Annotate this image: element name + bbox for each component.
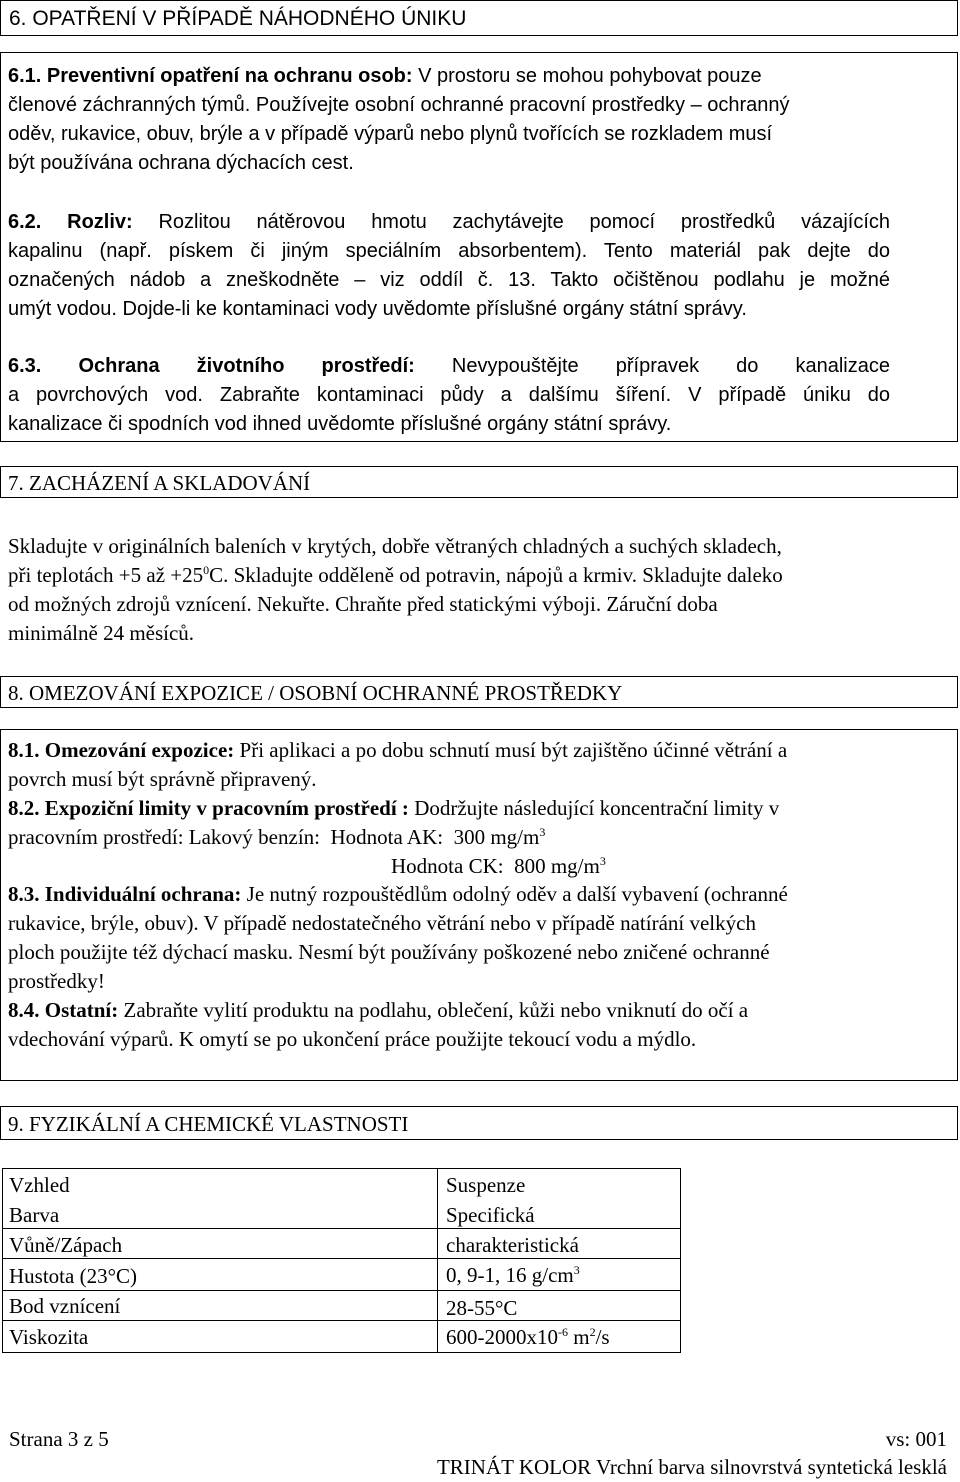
section-7-line-4: minimálně 24 měsíců. [8, 621, 195, 645]
para-6-2-line-3: označených nádob a zneškodněte – viz oddíl č. 13. Takto očištěnou podlahu je možné [8, 269, 890, 291]
para-8-2-title: 8.2. Expoziční limity v pracovním prostředí : [8, 796, 409, 820]
para-8-4-line-2: vdechování výparů. K omytí se po ukončení práce použijte tekoucí vodu a mýdlo. [8, 1027, 697, 1051]
para-8-3-line-2: rukavice, brýle, obuv). V případě nedostatečného větrání nebo v případě natírání velkých [8, 911, 756, 935]
para-6-3-line-2: a povrchových vod. Zabraňte kontaminaci půdy a dalšímu šíření. V případě úniku do [8, 384, 890, 406]
ck-value: 800 mg/m [514, 854, 600, 878]
section-7-line-2: při teplotách +5 až $+25^0C$. Skladujte odděleně od potravin, nápojů a krmiv. Skladujte daleko [8, 563, 783, 587]
property-label: Viskozita [9, 1325, 89, 1349]
ak-label: Hodnota AK: [330, 825, 444, 849]
para-6-2-line-2: kapalinu (např. pískem či jiným speciálním absorbentem). Tento materiál pak dejte do [8, 240, 890, 262]
para-6-2-title: 6.2. Rozliv: [8, 211, 133, 233]
footer-version: vs: 001 [885, 1427, 947, 1451]
section-7-line-1: Skladujte v originálních baleních v krytých, dobře větraných chladných a suchých skladech, [8, 534, 782, 558]
para-6-3-line-3: kanalizace či spodních vod ihned uvědomte příslušné orgány státní správy. [8, 413, 672, 435]
property-label: Vzhled [9, 1173, 70, 1197]
para-8-1-line-1 [8, 736, 787, 765]
para-6-3-line-1 [8, 352, 890, 381]
para-8-1-text: Při aplikaci a po dobu schnutí musí být zajištěno účinné větrání a [239, 738, 788, 762]
para-6-1-line-2: členové záchranných týmů. Používejte osobní ochranné pracovní prostředky – ochranný [8, 94, 790, 116]
para-6-3-text: Nevypouštějte přípravek do kanalizace [451, 355, 891, 377]
footer-page-number: Strana 3 z 5 [9, 1427, 109, 1451]
para-8-3-text: Je nutný rozpouštědlům odolný oděv a další vybavení (ochranné [246, 882, 788, 906]
property-value: charakteristická [446, 1233, 579, 1257]
para-8-2-line-3 [391, 852, 606, 881]
para-8-3-title: 8.3. Individuální ochrana: [8, 882, 242, 906]
para-8-3-line-4: prostředky! [8, 969, 105, 993]
para-6-2-line-4: umýt vodou. Dojde-li ke kontaminaci vody uvědomte příslušné orgány státní správy. [8, 298, 747, 320]
para-6-1-text: V prostoru se mohou pohybovat pouze [418, 65, 762, 87]
section-7-line-3: od možných zdrojů vznícení. Nekuřte. Chraňte před statickými výboji. Záruční doba [8, 592, 718, 616]
para-8-3-line-3: ploch použijte též dýchací masku. Nesmí být používány poškozené nebo zničené ochranné [8, 940, 770, 964]
para-6-1-line-1 [8, 62, 762, 91]
para-6-3-title: 6.3. Ochrana životního prostředí: [8, 355, 415, 377]
para-6-1-line-3: oděv, rukavice, obuv, brýle a v případě výparů nebo plynů tvořících se rozkladem musí [8, 123, 773, 145]
property-label: Hustota (23°C) [9, 1264, 137, 1288]
para-8-4-title: 8.4. Ostatní: [8, 998, 119, 1022]
ck-sup: 3 [599, 854, 606, 868]
para-8-2-line-2: pracovním prostředí: Lakový benzín: Hodnota AK: 300 $mg/m^3$ [8, 825, 546, 849]
ak-sup: 3 [539, 825, 546, 839]
property-value: Suspenze [446, 1173, 526, 1197]
property-value: 0, 9-1, 16 $g/cm^3$ [446, 1263, 580, 1287]
section-9-heading: 9. FYZIKÁLNÍ A CHEMICKÉ VLASTNOSTI [8, 1112, 409, 1136]
para-8-4-line-1 [8, 996, 748, 1025]
property-label: Bod vznícení [9, 1294, 121, 1318]
para-6-2-text: Rozlitou nátěrovou hmotu zachytávejte pomocí prostředků vázajících [158, 211, 890, 233]
para-8-3-line-1 [8, 880, 788, 909]
property-value: 28-55°C [446, 1296, 518, 1320]
property-value: Specifická [446, 1203, 535, 1227]
para-8-1-line-2: povrch musí být správně připravený. [8, 767, 317, 791]
ak-value: 300 mg/m [453, 825, 540, 849]
section-8-heading: 8. OMEZOVÁNÍ EXPOZICE / OSOBNÍ OCHRANNÉ PROSTŘEDKY [8, 681, 623, 705]
property-value: $600-2000x10^{-6}$ $m^2/s$ [446, 1325, 610, 1349]
para-8-1-title: 8.1. Omezování expozice: [8, 738, 235, 762]
section-6-heading: 6. OPATŘENÍ V PŘÍPADĚ NÁHODNÉHO ÚNIKU [9, 7, 467, 30]
property-label: Barva [9, 1203, 60, 1227]
para-8-2-line-1 [8, 794, 779, 823]
degree-sup: 0 [203, 563, 210, 577]
ck-label: Hodnota CK: [391, 854, 504, 878]
para-6-1-line-4: být používána ochrana dýchacích cest. [8, 152, 354, 174]
para-8-2-text: Dodržujte následující koncentrační limity v [414, 796, 780, 820]
para-8-4-text: Zabraňte vylití produktu na podlahu, oblečení, kůži nebo vniknutí do očí a [123, 998, 749, 1022]
para-6-2-line-1 [8, 208, 890, 237]
footer-product-name: TRINÁT KOLOR Vrchní barva silnovrstvá syntetická lesklá [436, 1455, 947, 1479]
property-label: Vůně/Zápach [9, 1233, 123, 1257]
section-7-heading: 7. ZACHÁZENÍ A SKLADOVÁNÍ [8, 471, 311, 495]
para-6-1-title: 6.1. Preventivní opatření na ochranu osob: [8, 65, 413, 87]
